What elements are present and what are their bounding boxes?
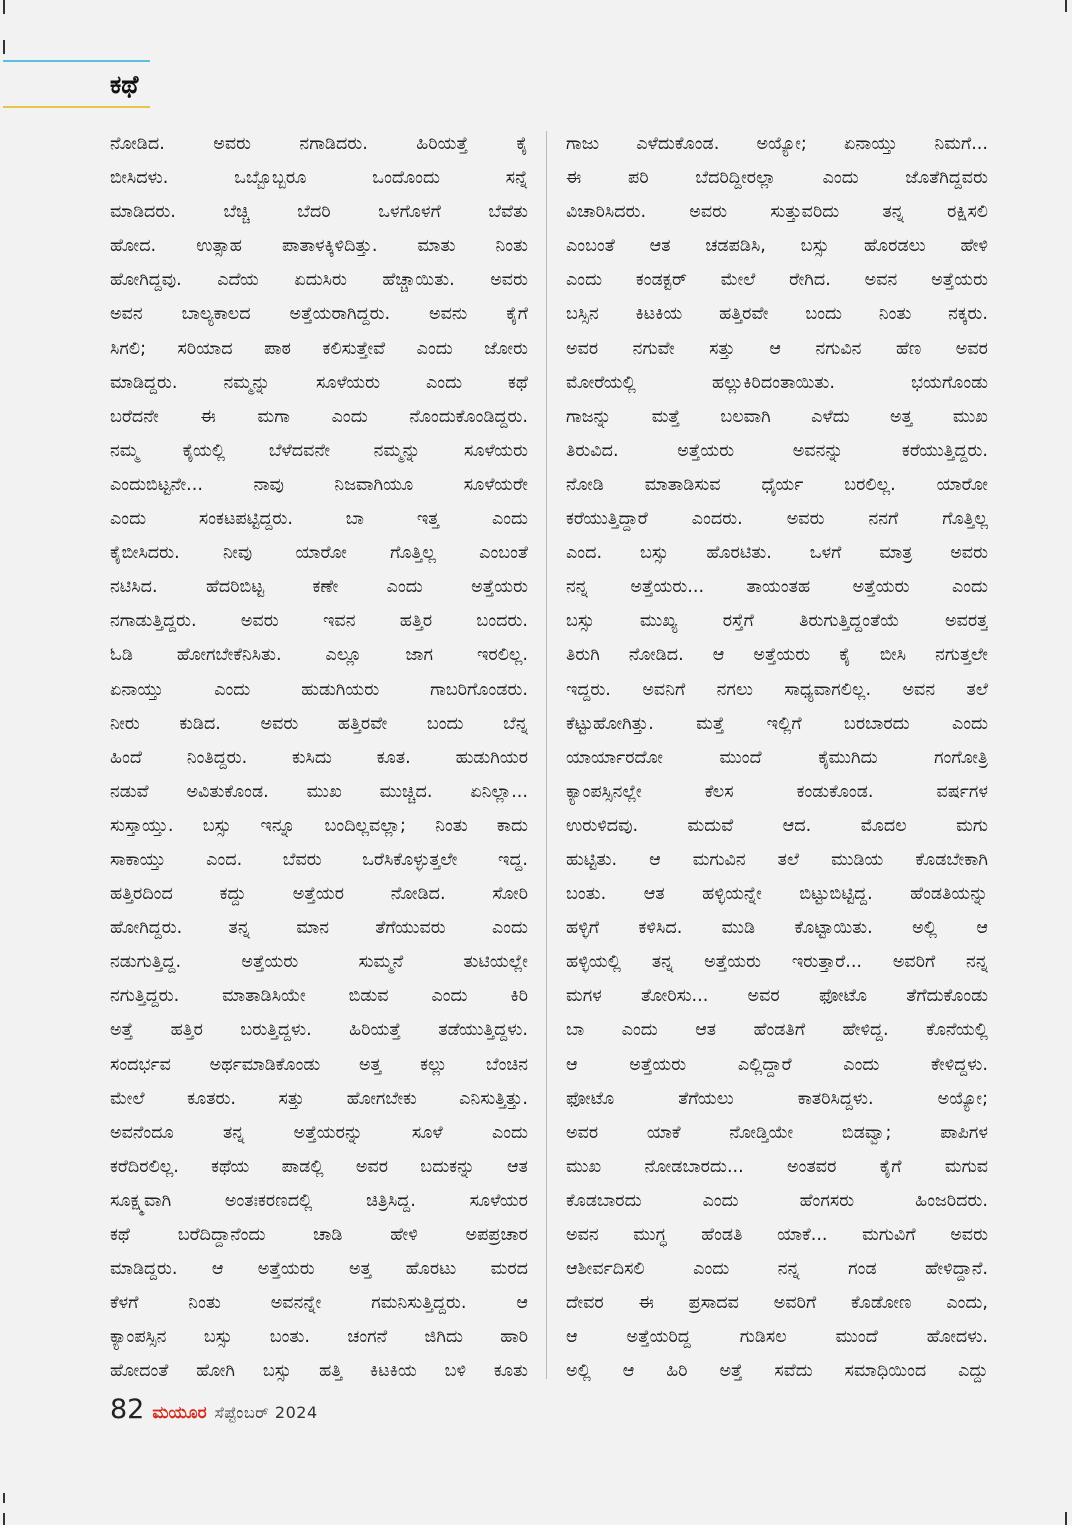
text-line: ಕಥೆ ಬರೆದಿದ್ದಾನೆಂದು ಚಾಡಿ ಹೇಳಿ ಅಪಪ್ರಚಾರ — [110, 1225, 528, 1245]
text-line: ಎಂದ. ಬಸ್ಸು ಹೊರಟಿತು. ಒಳಗೆ ಮಾತ್ರ ಅವರು — [566, 543, 988, 564]
text-line: ಬೀಸಿದಳು. ಒಬ್ಬೊಬ್ಬರೂ ಒಂದೊಂದು ಸನ್ನೆ — [110, 168, 528, 189]
section-header-rule-bottom — [3, 106, 150, 108]
text-line: ಬರೆದನೇ ಈ ಮಗಾ ಎಂದು ನೊಂದುಕೊಂಡಿದ್ದರು. — [110, 406, 528, 427]
text-line: ಇದ್ದರು. ಅವನಿಗೆ ನಗಲು ಸಾಧ್ಯವಾಗಲಿಲ್ಲ. ಅವನ ತಲೆ — [566, 679, 988, 700]
text-line: ಅವನ ಬಾಲ್ಯಕಾಲದ ಅತ್ತೆಯರಾಗಿದ್ದರು. ಅವನು ಕೈಗೆ — [110, 304, 528, 325]
text-line: ಅತ್ತೆ ಹತ್ತಿರ ಬರುತ್ತಿದ್ದಳು. ಹಿರಿಯತ್ತೆ ತಡೆಯುತ್ತಿದ್ದಳು. — [110, 1020, 528, 1041]
crop-mark — [3, 40, 5, 54]
issue-date: ಸೆಪ್ಟೆಂಬರ್ 2024 — [214, 1403, 318, 1422]
text-line: ಮಾಡಿದ್ದರು. ಆ ಅತ್ತೆಯರು ಅತ್ತ ಹೊರಟು ಮರದ — [110, 1259, 528, 1280]
text-line: ತಿರುವಿದ. ಅತ್ತೆಯರು ಅವನನ್ನು ಕರೆಯುತ್ತಿದ್ದರು. — [566, 440, 988, 461]
text-line: ಕೈಬೀಸಿದರು. ನೀವು ಯಾರೋ ಗೊತ್ತಿಲ್ಲ ಎಂಬಂತೆ — [110, 543, 528, 564]
text-line: ಸಾಕಾಯ್ತು ಎಂದ. ಬೆವರು ಒರೆಸಿಕೊಳ್ಳುತ್ತಲೇ ಇದ್ದ. — [110, 849, 528, 870]
text-line: ನನ್ನ ಅತ್ತೆಯರು... ತಾಯಂತಹ ಅತ್ತೆಯರು ಎಂದು — [566, 577, 988, 598]
text-line: ಬಂತು. ಆತ ಹಳ್ಳಿಯನ್ನೇ ಬಿಟ್ಟುಬಿಟ್ಟಿದ್ದ. ಹೆಂಡತಿಯನ್ನು — [566, 884, 988, 905]
left-text-column — [110, 127, 528, 1388]
text-line: ಓಡಿ ಹೋಗಬೇಕೆನಿಸಿತು. ಎಲ್ಲೂ ಜಾಗ ಇರಲಿಲ್ಲ. — [110, 645, 528, 666]
text-line: ವಿಚಾರಿಸಿದರು. ಅವರು ಸುತ್ತುವರಿದು ತನ್ನ ರಕ್ಷಿಸಲಿ — [566, 202, 988, 223]
text-line: ತಿರುಗಿ ನೋಡಿದ. ಆ ಅತ್ತೆಯರು ಕೈ ಬೀಸಿ ನಗುತ್ತಲೇ — [566, 645, 988, 666]
text-line: ಎಂದುಬಿಟ್ಟನೇ... ನಾವು ನಿಜವಾಗಿಯೂ ಸೂಳೆಯರೇ — [110, 474, 528, 495]
column-divider — [546, 131, 547, 1379]
text-line: ಕ್ಯಾಂಪಸ್ಸಿನಲ್ಲೇ ಕೆಲಸ ಕಂಡುಕೊಂಡ. ವರ್ಷಗಳ — [566, 781, 988, 802]
text-line: ಕೆಳಗೆ ನಿಂತು ಅವನನ್ನೇ ಗಮನಿಸುತ್ತಿದ್ದರು. ಆ — [110, 1293, 528, 1314]
text-line: ನೀರು ಕುಡಿದ. ಅವರು ಹತ್ತಿರವೇ ಬಂದು ಬೆನ್ನ — [110, 713, 528, 734]
text-line: ನಗಾಡುತ್ತಿದ್ದರು. ಅವರು ಇವನ ಹತ್ತಿರ ಬಂದರು. — [110, 611, 528, 632]
section-label: ಕಥೆ — [110, 70, 139, 99]
crop-mark — [1065, 1512, 1067, 1525]
text-line: ಹೋಗಿದ್ದವು. ಎದೆಯ ಏದುಸಿರು ಹೆಚ್ಚಾಯಿತು. ಅವರು — [110, 270, 528, 291]
text-line: ಸಂದರ್ಭವ ಅರ್ಥಮಾಡಿಕೊಂಡು ಅತ್ತ ಕಲ್ಲು ಬೆಂಚಿನ — [110, 1054, 528, 1075]
text-line: ಹಿಂದೆ ನಿಂತಿದ್ದರು. ಕುಸಿದು ಕೂತ. ಹುಡುಗಿಯರ — [110, 747, 528, 768]
text-line: ನೋಡಿದ. ಅವರು ನಗಾಡಿದರು. ಹಿರಿಯತ್ತೆ ಕೈ — [110, 134, 528, 154]
page-number: 82 — [110, 1394, 145, 1425]
text-line: ಮಾಡಿದರು. ಬೆಚ್ಚಿ ಬೆದರಿ ಒಳಗೊಳಗೆ ಬೆವೆತು — [110, 202, 528, 223]
text-line: ನಟಿಸಿದ. ಹೆದರಿಬಿಟ್ಟ ಕಣೇ ಎಂದು ಅತ್ತೆಯರು — [110, 577, 528, 598]
text-line: ಅವರ ನಗುವೇ ಸತ್ತು ಆ ನಗುವಿನ ಹೆಣ ಅವರ — [566, 338, 988, 359]
text-line: ಹಳ್ಳಿಗೆ ಕಳಿಸಿದ. ಮುಡಿ ಕೊಟ್ಟಾಯಿತು. ಅಲ್ಲಿ ಆ — [566, 918, 988, 939]
text-line: ಕರೆಯುತ್ತಿದ್ದಾರೆ ಎಂದರು. ಅವರು ನನಗೆ ಗೊತ್ತಿಲ್ಲ — [566, 509, 988, 530]
text-line: ಹೋಗಿದ್ದರು. ತನ್ನ ಮಾನ ತೆಗೆಯುವರು ಎಂದು — [110, 918, 528, 939]
text-line: ಮೇಲೆ ಕೂತರು. ಸತ್ತು ಹೋಗಬೇಕು ಎನಿಸುತ್ತಿತ್ತು. — [110, 1088, 528, 1109]
text-line: ದೇವರ ಈ ಪ್ರಸಾದವ ಅವರಿಗೆ ಕೊಡೋಣ ಎಂದು, — [566, 1293, 988, 1314]
magazine-name: ಮಯೂರ — [152, 1403, 207, 1423]
text-line: ಹೋದಂತೆ ಹೋಗಿ ಬಸ್ಸು ಹತ್ತಿ ಕಿಟಕಿಯ ಬಳಿ ಕೂತು — [110, 1361, 528, 1382]
text-line: ಆ ಅತ್ತೆಯರಿದ್ದ ಗುಡಿಸಲ ಮುಂದೆ ಹೋದಳು. — [566, 1327, 988, 1348]
text-line: ನಡುಗುತ್ತಿದ್ದ. ಅತ್ತೆಯರು ಸುಮ್ಮನೆ ತುಟಿಯಲ್ಲೇ — [110, 952, 528, 973]
text-line: ಅವರ ಯಾಕೆ ನೋಡ್ತಿಯೇ ಬಿಡವ್ವಾ; ಪಾಪಿಗಳ — [566, 1122, 988, 1143]
text-line: ಅವನ ಮುಗ್ಧ ಹೆಂಡತಿ ಯಾಕೆ... ಮಗುವಿಗೆ ಅವರು — [566, 1225, 988, 1245]
right-text-column — [566, 127, 988, 1388]
text-line: ಅಲ್ಲಿ ಆ ಹಿರಿ ಅತ್ತೆ ಸವೆದು ಸಮಾಧಿಯಿಂದ ಎದ್ದು — [566, 1361, 988, 1382]
text-line: ಮಗಳ ತೋರಿಸು... ಅವರ ಫೋಟೊ ತೆಗೆದುಕೊಂಡು — [566, 986, 988, 1007]
text-line: ಹಳ್ಳಿಯಲ್ಲಿ ತನ್ನ ಅತ್ತೆಯರು ಇರುತ್ತಾರೆ... ಅವರಿಗೆ ನನ್ನ — [566, 952, 988, 973]
text-line: ಗಾಜನ್ನು ಮತ್ತೆ ಬಲವಾಗಿ ಎಳೆದು ಅತ್ತ ಮುಖ — [566, 406, 988, 427]
text-line: ಹೋದ. ಉತ್ಸಾಹ ಪಾತಾಳಕ್ಕಿಳಿದಿತ್ತು. ಮಾತು ನಿಂತು — [110, 236, 528, 257]
text-line: ಮಾಡಿದ್ದರು. ನಮ್ಮನ್ನು ಸೂಳೆಯರು ಎಂದು ಕಥೆ — [110, 372, 528, 393]
text-line: ಕೆಟ್ಟುಹೋಗಿತ್ತು. ಮತ್ತೆ ಇಲ್ಲಿಗೆ ಬರಬಾರದು ಎಂದು — [566, 713, 988, 734]
text-line: ಮುಖ ನೋಡಬಾರದು... ಅಂತವರ ಕೈಗೆ ಮಗುವ — [566, 1156, 988, 1177]
text-line: ಈ ಪರಿ ಬೆದರಿದ್ದೀರಲ್ಲಾ ಎಂದು ಜೊತೆಗಿದ್ದವರು — [566, 168, 988, 189]
page-footer — [110, 1392, 318, 1428]
text-line: ಫೋಟೊ ತೆಗೆಯಲು ಕಾತರಿಸಿದ್ದಳು. ಅಯ್ಯೋ; — [566, 1088, 988, 1109]
text-line: ಸಿಗಲಿ; ಸರಿಯಾದ ಪಾಠ ಕಲಿಸುತ್ತೇವೆ ಎಂದು ಜೋರು — [110, 338, 528, 359]
crop-mark — [1065, 0, 1067, 12]
text-line: ಹತ್ತಿರದಿಂದ ಕದ್ದು ಅತ್ತೆಯರ ನೋಡಿದ. ಸೋರಿ — [110, 884, 528, 905]
text-line: ಮೋರೆಯಲ್ಲಿ ಹಲ್ಲುಕಿರಿದಂತಾಯಿತು. ಭಯಗೊಂಡು — [566, 372, 988, 393]
text-line: ಎಂಬಂತೆ ಆತ ಚಡಪಡಿಸಿ, ಬಸ್ಸು ಹೊರಡಲು ಹೇಳಿ — [566, 236, 988, 257]
text-line: ಆ ಅತ್ತೆಯರು ಎಲ್ಲಿದ್ದಾರೆ ಎಂದು ಕೇಳಿದ್ದಳು. — [566, 1054, 988, 1075]
text-line: ಸೂಕ್ಷ್ಮವಾಗಿ ಅಂತಃಕರಣದಲ್ಲಿ ಚಿತ್ರಿಸಿದ್ದ. ಸೂಳೆಯರ — [110, 1190, 528, 1211]
text-line: ಕೊಡಬಾರದು ಎಂದು ಹೆಂಗಸರು ಹಿಂಜರಿದರು. — [566, 1190, 988, 1211]
text-line: ಗಾಜು ಎಳೆದುಕೊಂಡ. ಅಯ್ಯೋ; ಏನಾಯ್ತು ನಿಮಗೆ... — [566, 134, 988, 154]
text-line: ಬಸ್ಸಿನ ಕಿಟಕಿಯ ಹತ್ತಿರವೇ ಬಂದು ನಿಂತು ನಕ್ಕರು. — [566, 304, 988, 325]
text-line: ಬಸ್ಸು ಮುಖ್ಯ ರಸ್ತೆಗೆ ತಿರುಗುತ್ತಿದ್ದಂತೆಯೆ ಅವರತ್ತ — [566, 611, 988, 632]
text-line: ಸುಸ್ತಾಯ್ತು. ಬಸ್ಸು ಇನ್ನೂ ಬಂದಿಲ್ಲವಲ್ಲಾ; ನಿಂತು ಕಾದು — [110, 815, 528, 836]
text-line: ನಗುತ್ತಿದ್ದರು. ಮಾತಾಡಿಸಿಯೇ ಬಿಡುವ ಎಂದು ಕಿರಿ — [110, 986, 528, 1007]
text-line: ಉರುಳಿದವು. ಮದುವೆ ಆದ. ಮೊದಲ ಮಗು — [566, 815, 988, 836]
crop-mark — [3, 1493, 5, 1503]
text-line: ನಡುವೆ ಅವಿತುಕೊಂಡ. ಮುಖ ಮುಚ್ಚಿದ. ಏನಿಲ್ಲಾ... — [110, 781, 528, 802]
text-line: ಕರೆದಿರಲಿಲ್ಲ. ಕಥೆಯ ಪಾಡಲ್ಲಿ ಅವರ ಬದುಕನ್ನು ಆತ — [110, 1156, 528, 1177]
section-header-rule-top — [3, 60, 150, 62]
crop-mark — [3, 0, 5, 14]
text-line: ಆಶೀರ್ವದಿಸಲಿ ಎಂದು ನನ್ನ ಗಂಡ ಹೇಳಿದ್ದಾನೆ. — [566, 1259, 988, 1280]
text-line: ಏನಾಯ್ತು ಎಂದು ಹುಡುಗಿಯರು ಗಾಬರಿಗೊಂಡರು. — [110, 679, 528, 700]
text-line: ನೋಡಿ ಮಾತಾಡಿಸುವ ಧೈರ್ಯ ಬರಲಿಲ್ಲ. ಯಾರೋ — [566, 474, 988, 495]
text-line: ಯಾರ್ಯಾರದೋ ಮುಂದೆ ಕೈಮುಗಿದು ಗಂಗೋತ್ರಿ — [566, 747, 988, 768]
text-line: ಬಾ ಎಂದು ಆತ ಹೆಂಡತಿಗೆ ಹೇಳಿದ್ದ. ಕೊನೆಯಲ್ಲಿ — [566, 1020, 988, 1041]
text-line: ಎಂದು ಸಂಕಟಪಟ್ಟಿದ್ದರು. ಬಾ ಇತ್ತ ಎಂದು — [110, 509, 528, 530]
text-line: ಎಂದು ಕಂಡಕ್ಟರ್ ಮೇಲೆ ರೇಗಿದ. ಅವನ ಅತ್ತೆಯರು — [566, 270, 988, 291]
text-line: ಅವನೆಂದೂ ತನ್ನ ಅತ್ತೆಯರನ್ನು ಸೂಳೆ ಎಂದು — [110, 1122, 528, 1143]
crop-mark — [3, 1513, 5, 1525]
text-line: ಹುಟ್ಟಿತು. ಆ ಮಗುವಿನ ತಲೆ ಮುಡಿಯ ಕೊಡಬೇಕಾಗಿ — [566, 849, 988, 870]
text-line: ಕ್ಯಾಂಪಸ್ಸಿನ ಬಸ್ಸು ಬಂತು. ಚಂಗನೆ ಜಿಗಿದು ಹಾರಿ — [110, 1327, 528, 1348]
text-line: ನಮ್ಮ ಕೈಯಲ್ಲಿ ಬೆಳೆದವನೇ ನಮ್ಮನ್ನು ಸೂಳೆಯರು — [110, 440, 528, 461]
